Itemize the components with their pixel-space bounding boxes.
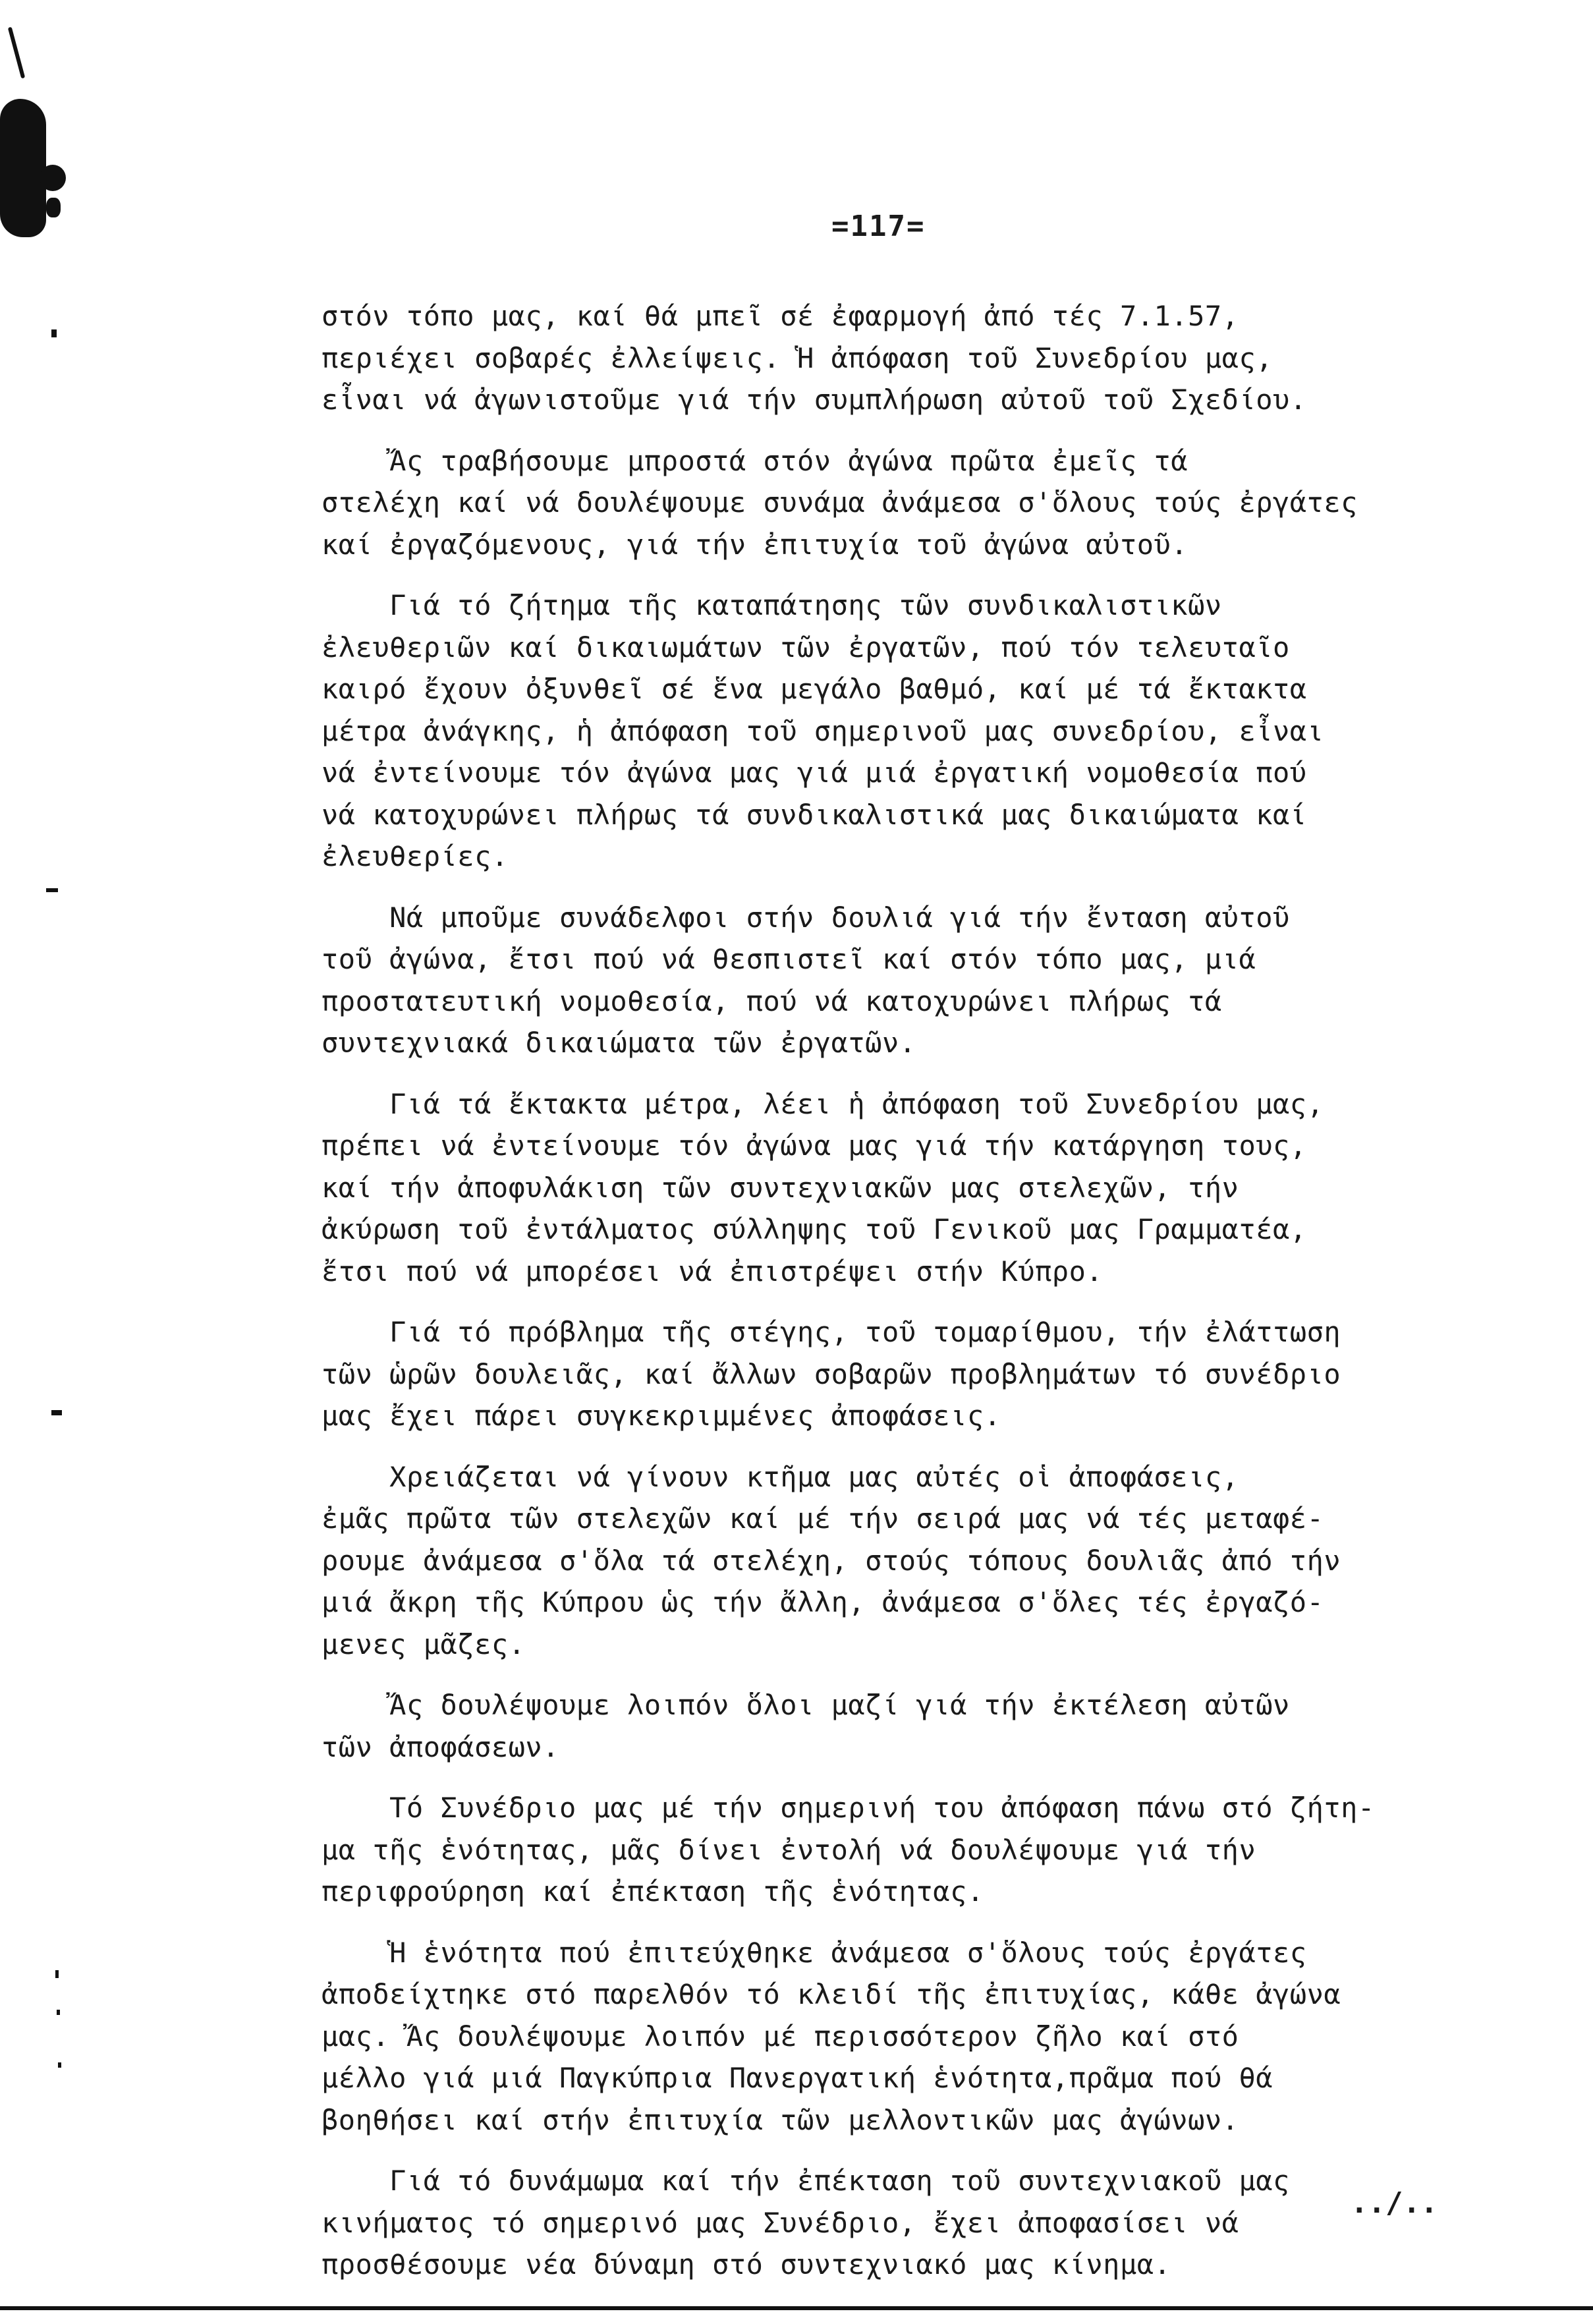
text-line: μας ἔχει πάρει συγκεκριμμένες ἀποφάσεις. [321,1400,1001,1432]
text-line: κινήματος τό σημερινό μας Συνέδριο, ἔχει ἀποφασίσει νά [321,2206,1239,2239]
text-line: εἶναι νά ἀγωνιστοῦμε γιά τήν συμπλήρωση αὐτοῦ τοῦ Σχεδίου. [321,383,1307,416]
text-line: Χρειάζεται νά γίνουν κτῆμα μας αὐτές οἱ ἀποφάσεις, [321,1460,1239,1493]
paragraph [321,440,1560,566]
text-line: βοηθήσει καί στήν ἐπιτυχία τῶν μελλοντικῶν μας ἀγώνων. [321,2103,1239,2136]
scan-mark [51,329,57,337]
scan-mark [58,2062,61,2068]
text-line: ρουμε ἀνάμεσα σ'ὅλα τά στελέχη, στούς τόπους δουλιᾶς ἀπό τήν [321,1544,1341,1577]
paragraph [321,2160,1560,2286]
text-line: στόν τόπο μας, καί θά μπεῖ σέ ἐφαρμογή ἀπό τές 7.1.57, [321,300,1239,332]
text-line: ἔτσι πού νά μπορέσει νά ἐπιστρέψει στήν Κύπρο. [321,1255,1104,1288]
scan-mark [51,1410,62,1415]
paragraph [321,1456,1560,1666]
text-line: τῶν ἀποφάσεων. [321,1730,560,1763]
text-line: ἐλευθεριῶν καί δικαιωμάτων τῶν ἐργατῶν, πού τόν τελευταῖο [321,631,1290,664]
text-line: ἐμᾶς πρῶτα τῶν στελεχῶν καί μέ τήν σειρά μας νά τές μεταφέ- [321,1502,1324,1535]
text-line: Νά μποῦμε συνάδελφοι στήν δουλιά γιά τήν ἔνταση αὐτοῦ [321,901,1290,934]
text-line: περιφρούρηση καί ἐπέκταση τῆς ἑνότητας. [321,1875,984,1908]
paragraph [321,1311,1560,1437]
text-line: Γιά τά ἔκτακτα μέτρα, λέει ἡ ἀπόφαση τοῦ Συνεδρίου μας, [321,1087,1324,1120]
text-line: καί τήν ἀποφυλάκιση τῶν συντεχνιακῶν μας στελεχῶν, τήν [321,1171,1239,1204]
body-text [321,295,1560,2305]
text-line: Γιά τό ζήτημα τῆς καταπάτησης τῶν συνδικαλιστικῶν [321,589,1222,621]
scan-mark [40,165,66,191]
text-line: Τό Συνέδριο μας μέ τήν σημερινή του ἀπόφαση πάνω στό ζήτη- [321,1792,1375,1824]
text-line: ἀποδείχτηκε στό παρελθόν τό κλειδί τῆς ἐπιτυχίας, κάθε ἀγώνα [321,1978,1341,2010]
text-line: προστατευτική νομοθεσία, πού νά κατοχυρώνει πλήρως τά [321,984,1222,1017]
paragraph [321,897,1560,1064]
text-line: Γιά τό πρόβλημα τῆς στέγης, τοῦ τομαρίθμου, τήν ἐλάττωση [321,1316,1341,1348]
text-line: τοῦ ἀγώνα, ἔτσι πού νά θεσπιστεῖ καί στόν τόπο μας, μιά [321,943,1256,975]
text-line: μα τῆς ἑνότητας, μᾶς δίνει ἐντολή νά δουλέψουμε γιά τήν [321,1833,1256,1866]
text-line: μέλλο γιά μιά Παγκύπρια Πανεργατική ἑνότητα,πρᾶμα πού θά [321,2062,1273,2094]
text-line: προσθέσουμε νέα δύναμη στό συντεχνιακό μας κίνημα. [321,2248,1171,2281]
paragraph [321,1684,1560,1768]
page-number: =117= [831,210,926,243]
text-line: Ἡ ἑνότητα πού ἐπιτεύχθηκε ἀνάμεσα σ'ὅλους τούς ἐργάτες [321,1936,1307,1969]
scan-mark [55,1970,59,1978]
text-line: μιά ἄκρη τῆς Κύπρου ὡς τήν ἄλλη, ἀνάμεσα σ'ὅλες τές ἐργαζό- [321,1586,1324,1618]
paragraph [321,295,1560,421]
paragraph [321,1932,1560,2141]
text-line: στελέχη καί νά δουλέψουμε συνάμα ἀνάμεσα σ'ὅλους τούς ἐργάτες [321,486,1358,519]
text-line: πρέπει νά ἐντείνουμε τόν ἀγώνα μας γιά τήν κατάργηση τους, [321,1129,1307,1162]
paragraph [321,1083,1560,1293]
text-line: Ἄς τραβήσουμε μπροστά στόν ἀγώνα πρῶτα ἐμεῖς τά [321,444,1188,477]
text-line: τῶν ὡρῶν δουλειᾶς, καί ἄλλων σοβαρῶν προβλημάτων τό συνέδριο [321,1357,1341,1390]
scan-mark [46,888,58,892]
text-line: Ἄς δουλέψουμε λοιπόν ὅλοι μαζί γιά τήν ἐκτέλεση αὐτῶν [321,1689,1290,1721]
paragraph [321,584,1560,878]
text-line: νά κατοχυρώνει πλήρως τά συνδικαλιστικά μας δικαιώματα καί [321,798,1307,831]
text-line: περιέχει σοβαρές ἐλλείψεις. Ἡ ἀπόφαση τοῦ Συνεδρίου μας, [321,341,1273,374]
text-line: ἀκύρωση τοῦ ἐντάλματος σύλληψης τοῦ Γενικοῦ μας Γραμματέα, [321,1213,1307,1245]
text-line: συντεχνιακά δικαιώματα τῶν ἐργατῶν. [321,1027,916,1059]
continuation-mark: ../.. [1351,2186,1438,2220]
page-bottom-edge [0,2306,1593,2310]
text-line: μενες μᾶζες. [321,1628,526,1660]
scan-mark [57,2010,60,2015]
text-line: καί ἐργαζόμενους, γιά τήν ἐπιτυχία τοῦ ἀγώνα αὐτοῦ. [321,528,1188,561]
text-line: μέτρα ἀνάγκης, ἡ ἀπόφαση τοῦ σημερινοῦ μας συνεδρίου, εἶναι [321,714,1324,747]
scan-mark [8,27,26,79]
text-line: ἐλευθερίες. [321,840,509,872]
text-line: Γιά τό δυνάμωμα καί τήν ἐπέκταση τοῦ συντεχνιακοῦ μας [321,2165,1290,2197]
scan-mark [46,198,61,217]
paragraph [321,1787,1560,1913]
text-line: καιρό ἔχουν ὀξυνθεῖ σέ ἕνα μεγάλο βαθμό, καί μέ τά ἔκτακτα [321,673,1307,705]
scan-mark [0,99,46,237]
text-line: νά ἐντείνουμε τόν ἀγώνα μας γιά μιά ἐργατική νομοθεσία πού [321,756,1307,789]
text-line: μας. Ἄς δουλέψουμε λοιπόν μέ περισσότερον ζῆλο καί στό [321,2020,1239,2053]
